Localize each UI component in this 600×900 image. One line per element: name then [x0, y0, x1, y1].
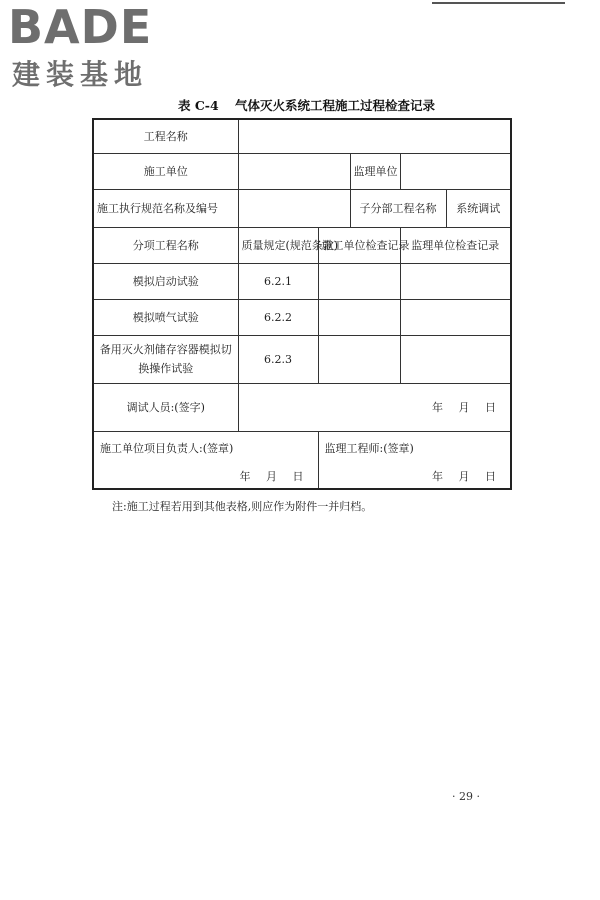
header-item-name: 分项工程名称 [93, 227, 238, 263]
row-3-clause: 6.2.3 [238, 335, 318, 383]
supervisor-date: 年 月 日 [432, 470, 496, 483]
construction-unit-label: 施工单位 [93, 153, 238, 189]
table-title [178, 96, 435, 114]
top-rule [432, 2, 565, 4]
project-manager-label: 施工单位项目负责人:(签章) [100, 441, 234, 455]
table-number: 表 C-4 [178, 98, 219, 113]
footnote: 注:施工过程若用到其他表格,则应作为附件一并归档。 [112, 500, 373, 513]
subdivision-value: 系统调试 [446, 189, 511, 227]
row-1-name: 模拟启动试验 [93, 263, 238, 299]
spec-field[interactable] [238, 189, 350, 227]
header-supervision-record: 监理单位检查记录 [400, 227, 511, 263]
project-name-field[interactable] [238, 119, 511, 153]
project-manager-signature-field[interactable] [93, 431, 318, 489]
row-2-clause: 6.2.2 [238, 299, 318, 335]
inspection-record-form [92, 118, 512, 490]
row-1-supervision-record[interactable] [400, 263, 511, 299]
logo-wordmark: BADE [8, 0, 153, 54]
supervisor-label: 监理工程师:(签章) [324, 441, 414, 455]
row-2-construction-record[interactable] [318, 299, 400, 335]
row-2-name: 模拟喷气试验 [93, 299, 238, 335]
tester-date: 年 月 日 [432, 401, 496, 414]
row-3-name: 备用灭火剂储存容器模拟切换操作试验 [93, 335, 238, 383]
supervision-unit-label: 监理单位 [350, 153, 400, 189]
row-3-supervision-record[interactable] [400, 335, 511, 383]
supervisor-signature-field[interactable] [318, 431, 511, 489]
project-name-label: 工程名称 [93, 119, 238, 153]
tester-label: 调试人员:(签字) [93, 383, 238, 431]
logo-subtitle: 建装基地 [12, 58, 149, 91]
header-quality-clause: 质量规定(规范条款) [238, 227, 318, 263]
table-title-text: 气体灭火系统工程施工过程检查记录 [235, 98, 436, 113]
spec-label: 施工执行规范名称及编号 [93, 189, 238, 227]
row-1-clause: 6.2.1 [238, 263, 318, 299]
page-number: · 29 · [452, 790, 480, 803]
construction-unit-field[interactable] [238, 153, 350, 189]
supervision-unit-field[interactable] [400, 153, 511, 189]
project-manager-date: 年 月 日 [239, 470, 304, 483]
row-3-construction-record[interactable] [318, 335, 400, 383]
row-1-construction-record[interactable] [318, 263, 400, 299]
header-construction-record: 施工单位检查记录 [318, 227, 400, 263]
row-2-supervision-record[interactable] [400, 299, 511, 335]
tester-signature-field[interactable] [238, 383, 511, 431]
subdivision-label: 子分部工程名称 [350, 189, 446, 227]
